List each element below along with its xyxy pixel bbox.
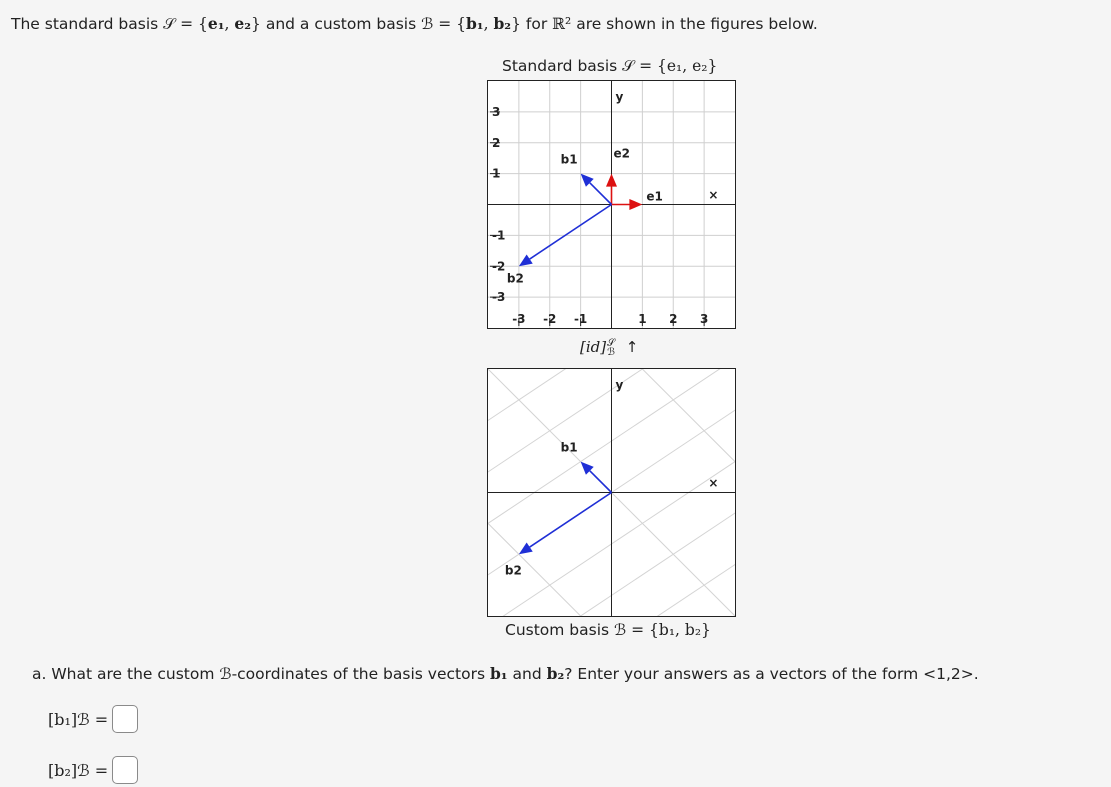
e2-label: e2 [613,146,630,161]
question-text: a. What are the custom [32,665,220,683]
intro-comma: , [483,15,494,33]
y-tick-label: -1 [492,228,506,243]
question-text: -coordinates of the basis vectors [231,665,490,683]
intro-e2: e₂ [234,14,252,33]
caption-text: Custom basis [505,621,615,639]
caption-math: 𝒮 = {e₁, e₂} [622,57,718,75]
custom-basis-svg [488,369,735,616]
y-tick-label: 1 [492,166,501,181]
intro-text: for [520,15,553,33]
intro-brace: } [251,15,261,33]
b2-vector-head [519,542,533,554]
question-text: ? Enter your answers as a vectors of the form <1,2>. [564,665,979,683]
problem-intro [11,14,818,34]
y-axis-label: y [615,378,624,392]
answer-input-b1[interactable] [112,705,138,733]
question-b1: b₁ [489,664,508,683]
x-tick-label: -1 [573,312,588,326]
intro-text: The standard basis [11,15,164,33]
change-of-basis-label [580,338,638,357]
answer-input-b2[interactable] [112,756,138,784]
x-tick-label: -3 [512,312,526,326]
custom-basis-plot [487,368,736,617]
intro-r2: ℝ² [552,15,572,33]
custom-grid-line-b1 [488,431,550,616]
b2-vector-line [530,493,612,548]
intro-math-s: 𝒮 = { [163,15,208,33]
intro-text: are shown in the figures below. [571,15,818,33]
marker-x: × [708,476,719,491]
b2-vector-line [530,205,612,260]
x-tick-label: 2 [669,312,678,326]
up-arrow-icon: ↑ [625,338,639,356]
question-a [32,664,979,683]
y-tick-label: -2 [492,259,506,274]
b1-label: b1 [560,440,578,455]
id-matrix-symbol: [id] [580,338,607,356]
b1-label: b1 [560,152,578,167]
marker-x: × [708,188,719,203]
custom-basis-caption [505,621,711,639]
intro-math-b: ℬ = { [421,15,466,33]
b2-vector-head [519,254,533,266]
intro-comma: , [224,15,235,33]
id-superscript: 𝒮 [607,337,615,349]
id-subscript: ℬ [607,346,615,358]
answer-label-b2: [b₂]ℬ = [48,760,109,780]
b2-label: b2 [504,563,522,578]
custom-grid-line-b1 [673,369,735,554]
intro-b2: b₂ [493,14,512,33]
standard-basis-svg [488,81,735,328]
intro-b1: b₁ [465,14,484,33]
y-tick-label: 3 [492,104,501,119]
x-tick-label: -2 [543,312,557,326]
y-axis-label: y [615,90,624,104]
intro-text: and a custom basis [260,15,422,33]
y-tick-label: -3 [492,290,506,305]
question-text: and [507,665,547,683]
x-tick-label: 1 [638,312,647,326]
answer-row-b2 [48,756,138,784]
intro-e1: e₁ [207,14,225,33]
standard-basis-caption [502,57,717,76]
x-tick-label: 3 [699,312,709,326]
question-b2: b₂ [546,664,565,683]
answer-label-b1: [b₁]ℬ = [48,709,109,729]
answer-row-b1 [48,705,138,733]
b2-label: b2 [506,271,524,286]
e2-vector-head [606,174,617,187]
e1-label: e1 [646,189,663,204]
intro-brace: } [511,15,521,33]
e1-vector-head [629,199,642,210]
b1-vector-line [590,471,612,493]
standard-basis-plot [487,80,736,329]
y-tick-label: 2 [492,135,501,150]
caption-math: ℬ = {b₁, b₂} [614,621,711,639]
caption-text: Standard basis [502,57,623,75]
question-math-b: ℬ [219,665,232,683]
